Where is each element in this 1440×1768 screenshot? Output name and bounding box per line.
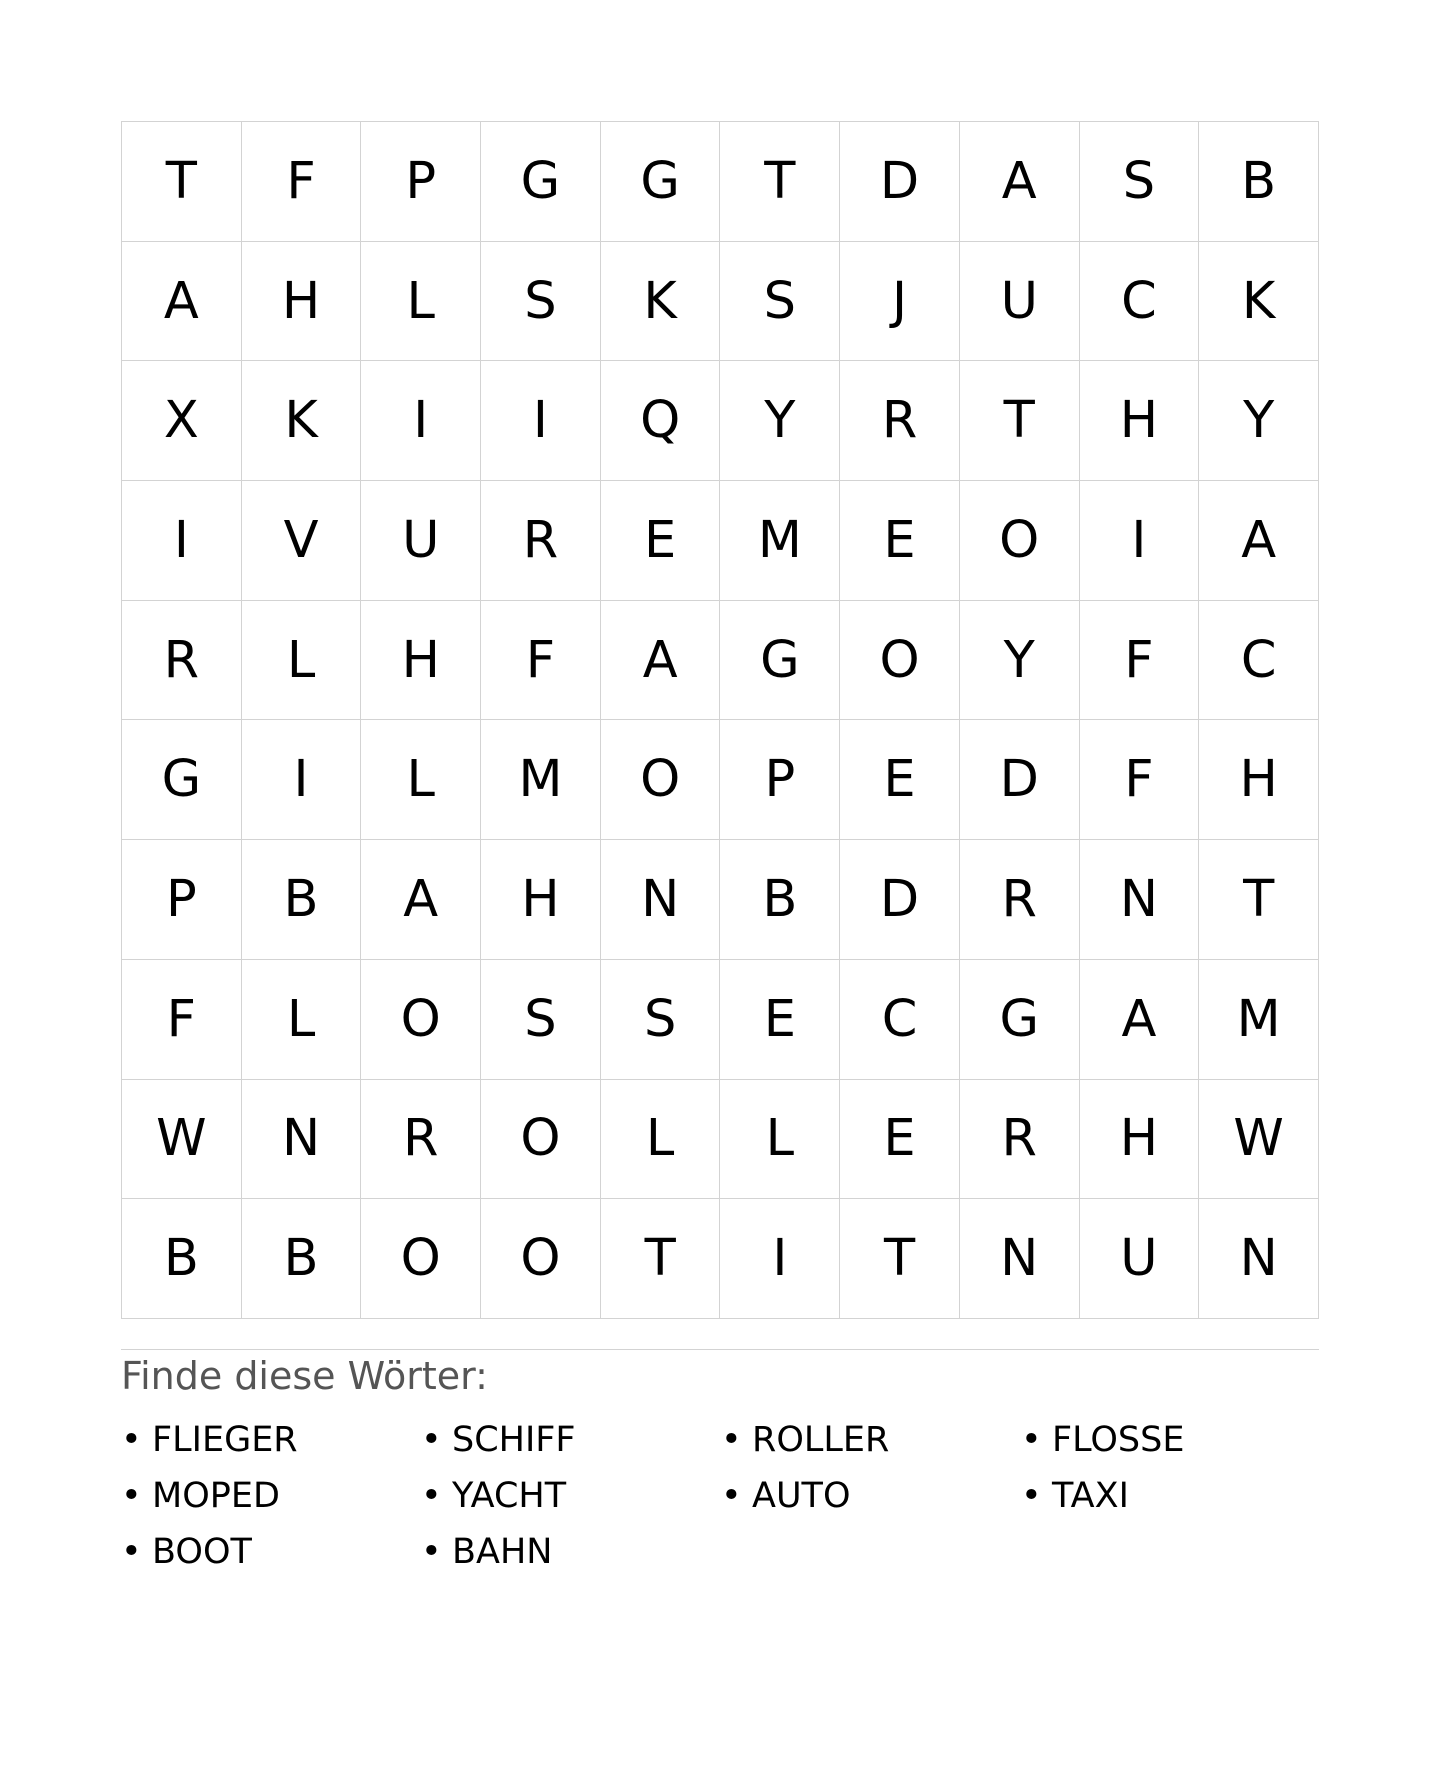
grid-cell[interactable]: N (1199, 1199, 1319, 1319)
grid-cell[interactable]: R (960, 1080, 1080, 1200)
grid-cell[interactable]: R (481, 481, 601, 601)
grid-cell[interactable]: O (960, 481, 1080, 601)
grid-cell[interactable]: Q (601, 361, 721, 481)
grid-cell[interactable]: U (361, 481, 481, 601)
grid-cell[interactable]: A (122, 242, 242, 362)
grid-cell[interactable]: F (1080, 601, 1200, 721)
bullet-icon: • (721, 1476, 742, 1516)
bullet-icon: • (421, 1532, 442, 1572)
grid-cell[interactable]: N (960, 1199, 1080, 1319)
grid-cell[interactable]: L (242, 601, 362, 721)
word-list-section (121, 1349, 1319, 1580)
grid-cell[interactable]: R (361, 1080, 481, 1200)
grid-cell[interactable]: I (361, 361, 481, 481)
bullet-icon: • (721, 1420, 742, 1460)
word-list-item (421, 1468, 721, 1524)
word-search-puzzle (121, 121, 1319, 1319)
grid-cell[interactable]: R (840, 361, 960, 481)
grid-cell[interactable]: A (361, 840, 481, 960)
word-list-item (121, 1412, 421, 1468)
grid-cell[interactable]: E (840, 481, 960, 601)
grid-cell[interactable]: I (481, 361, 601, 481)
grid-cell[interactable]: A (960, 122, 1080, 242)
grid-cell[interactable]: T (122, 122, 242, 242)
word-list (121, 1412, 1319, 1580)
bullet-icon: • (1021, 1420, 1042, 1460)
grid-cell[interactable]: E (840, 720, 960, 840)
bullet-icon: • (421, 1420, 442, 1460)
word-label: ROLLER (752, 1420, 890, 1460)
grid-cell[interactable]: H (361, 601, 481, 721)
word-list-title: Finde diese Wörter: (121, 1354, 488, 1398)
grid-cell[interactable]: M (481, 720, 601, 840)
grid-cell[interactable]: S (720, 242, 840, 362)
word-label: TAXI (1052, 1476, 1129, 1516)
grid-cell[interactable]: Y (720, 361, 840, 481)
grid-cell[interactable]: S (481, 960, 601, 1080)
grid-cell[interactable]: P (122, 840, 242, 960)
word-label: FLIEGER (152, 1420, 298, 1460)
grid-cell[interactable]: L (361, 720, 481, 840)
grid-cell[interactable]: L (242, 960, 362, 1080)
grid-cell[interactable]: V (242, 481, 362, 601)
grid-cell[interactable]: C (840, 960, 960, 1080)
grid-cell[interactable]: O (481, 1199, 601, 1319)
grid-cell[interactable]: U (1080, 1199, 1200, 1319)
grid-cell[interactable]: F (242, 122, 362, 242)
grid-cell[interactable]: C (1199, 601, 1319, 721)
grid-cell[interactable]: R (122, 601, 242, 721)
word-list-item (421, 1524, 721, 1580)
grid-cell[interactable]: H (481, 840, 601, 960)
grid-cell[interactable]: D (840, 840, 960, 960)
grid-cell[interactable]: G (720, 601, 840, 721)
grid-cell[interactable]: G (601, 122, 721, 242)
grid-cell[interactable]: I (1080, 481, 1200, 601)
bullet-icon: • (421, 1476, 442, 1516)
grid-cell[interactable]: O (361, 1199, 481, 1319)
bullet-icon: • (121, 1476, 142, 1516)
grid-cell[interactable]: O (601, 720, 721, 840)
word-label: MOPED (152, 1476, 280, 1516)
grid-cell[interactable]: T (720, 122, 840, 242)
bullet-icon: • (1021, 1476, 1042, 1516)
grid-cell[interactable]: T (960, 361, 1080, 481)
word-list-item (1021, 1468, 1321, 1524)
grid-cell[interactable]: F (1080, 720, 1200, 840)
bullet-icon: • (121, 1420, 142, 1460)
grid-cell[interactable]: W (1199, 1080, 1319, 1200)
grid-cell[interactable]: W (122, 1080, 242, 1200)
grid-cell[interactable]: R (960, 840, 1080, 960)
grid-cell[interactable]: B (122, 1199, 242, 1319)
grid-cell[interactable]: H (1199, 720, 1319, 840)
word-label: BOOT (152, 1532, 252, 1572)
grid-cell[interactable]: G (481, 122, 601, 242)
word-list-item (421, 1412, 721, 1468)
word-label: FLOSSE (1052, 1420, 1185, 1460)
grid-cell[interactable]: L (361, 242, 481, 362)
grid-cell[interactable]: Y (960, 601, 1080, 721)
grid-cell[interactable]: P (361, 122, 481, 242)
grid-cell[interactable]: F (122, 960, 242, 1080)
word-list-item (721, 1468, 1021, 1524)
grid-cell[interactable]: F (481, 601, 601, 721)
grid-cell[interactable]: A (1080, 960, 1200, 1080)
bullet-icon: • (121, 1532, 142, 1572)
grid-cell[interactable]: L (601, 1080, 721, 1200)
word-label: AUTO (752, 1476, 851, 1516)
grid-cell[interactable]: N (601, 840, 721, 960)
grid-cell[interactable]: D (960, 720, 1080, 840)
grid-cell[interactable]: N (242, 1080, 362, 1200)
grid-cell[interactable]: X (122, 361, 242, 481)
grid-cell[interactable]: E (840, 1080, 960, 1200)
grid-cell[interactable]: I (242, 720, 362, 840)
word-list-item (121, 1524, 421, 1580)
grid-cell[interactable]: E (720, 960, 840, 1080)
word-label: SCHIFF (452, 1420, 576, 1460)
grid-cell[interactable]: U (960, 242, 1080, 362)
grid-cell[interactable]: B (720, 840, 840, 960)
grid-cell[interactable]: G (122, 720, 242, 840)
grid-cell[interactable]: N (1080, 840, 1200, 960)
letter-grid (121, 121, 1319, 1319)
grid-cell[interactable]: S (1080, 122, 1200, 242)
grid-cell[interactable]: E (601, 481, 721, 601)
grid-cell[interactable]: A (1199, 481, 1319, 601)
grid-cell[interactable]: O (481, 1080, 601, 1200)
grid-cell[interactable]: K (242, 361, 362, 481)
grid-cell[interactable]: K (1199, 242, 1319, 362)
grid-cell[interactable]: B (242, 1199, 362, 1319)
word-label: BAHN (452, 1532, 553, 1572)
grid-cell[interactable]: G (960, 960, 1080, 1080)
grid-cell[interactable]: L (720, 1080, 840, 1200)
grid-cell[interactable]: O (361, 960, 481, 1080)
grid-cell[interactable]: H (242, 242, 362, 362)
grid-cell[interactable]: H (1080, 361, 1200, 481)
word-label: YACHT (452, 1476, 567, 1516)
word-list-item (721, 1412, 1021, 1468)
grid-cell[interactable]: T (840, 1199, 960, 1319)
grid-cell[interactable]: T (1199, 840, 1319, 960)
grid-cell[interactable]: P (720, 720, 840, 840)
grid-cell[interactable]: C (1080, 242, 1200, 362)
grid-cell[interactable]: M (1199, 960, 1319, 1080)
grid-cell[interactable]: S (481, 242, 601, 362)
grid-cell[interactable]: I (122, 481, 242, 601)
grid-cell[interactable]: O (840, 601, 960, 721)
grid-cell[interactable]: H (1080, 1080, 1200, 1200)
grid-cell[interactable]: B (1199, 122, 1319, 242)
grid-cell[interactable]: B (242, 840, 362, 960)
grid-cell[interactable]: A (601, 601, 721, 721)
word-list-item (121, 1468, 421, 1524)
grid-cell[interactable]: K (601, 242, 721, 362)
grid-cell[interactable]: D (840, 122, 960, 242)
grid-cell[interactable]: Y (1199, 361, 1319, 481)
grid-cell[interactable]: T (601, 1199, 721, 1319)
grid-cell[interactable]: S (601, 960, 721, 1080)
word-list-item (1021, 1412, 1321, 1468)
grid-cell[interactable]: J (840, 242, 960, 362)
grid-cell[interactable]: I (720, 1199, 840, 1319)
grid-cell[interactable]: M (720, 481, 840, 601)
